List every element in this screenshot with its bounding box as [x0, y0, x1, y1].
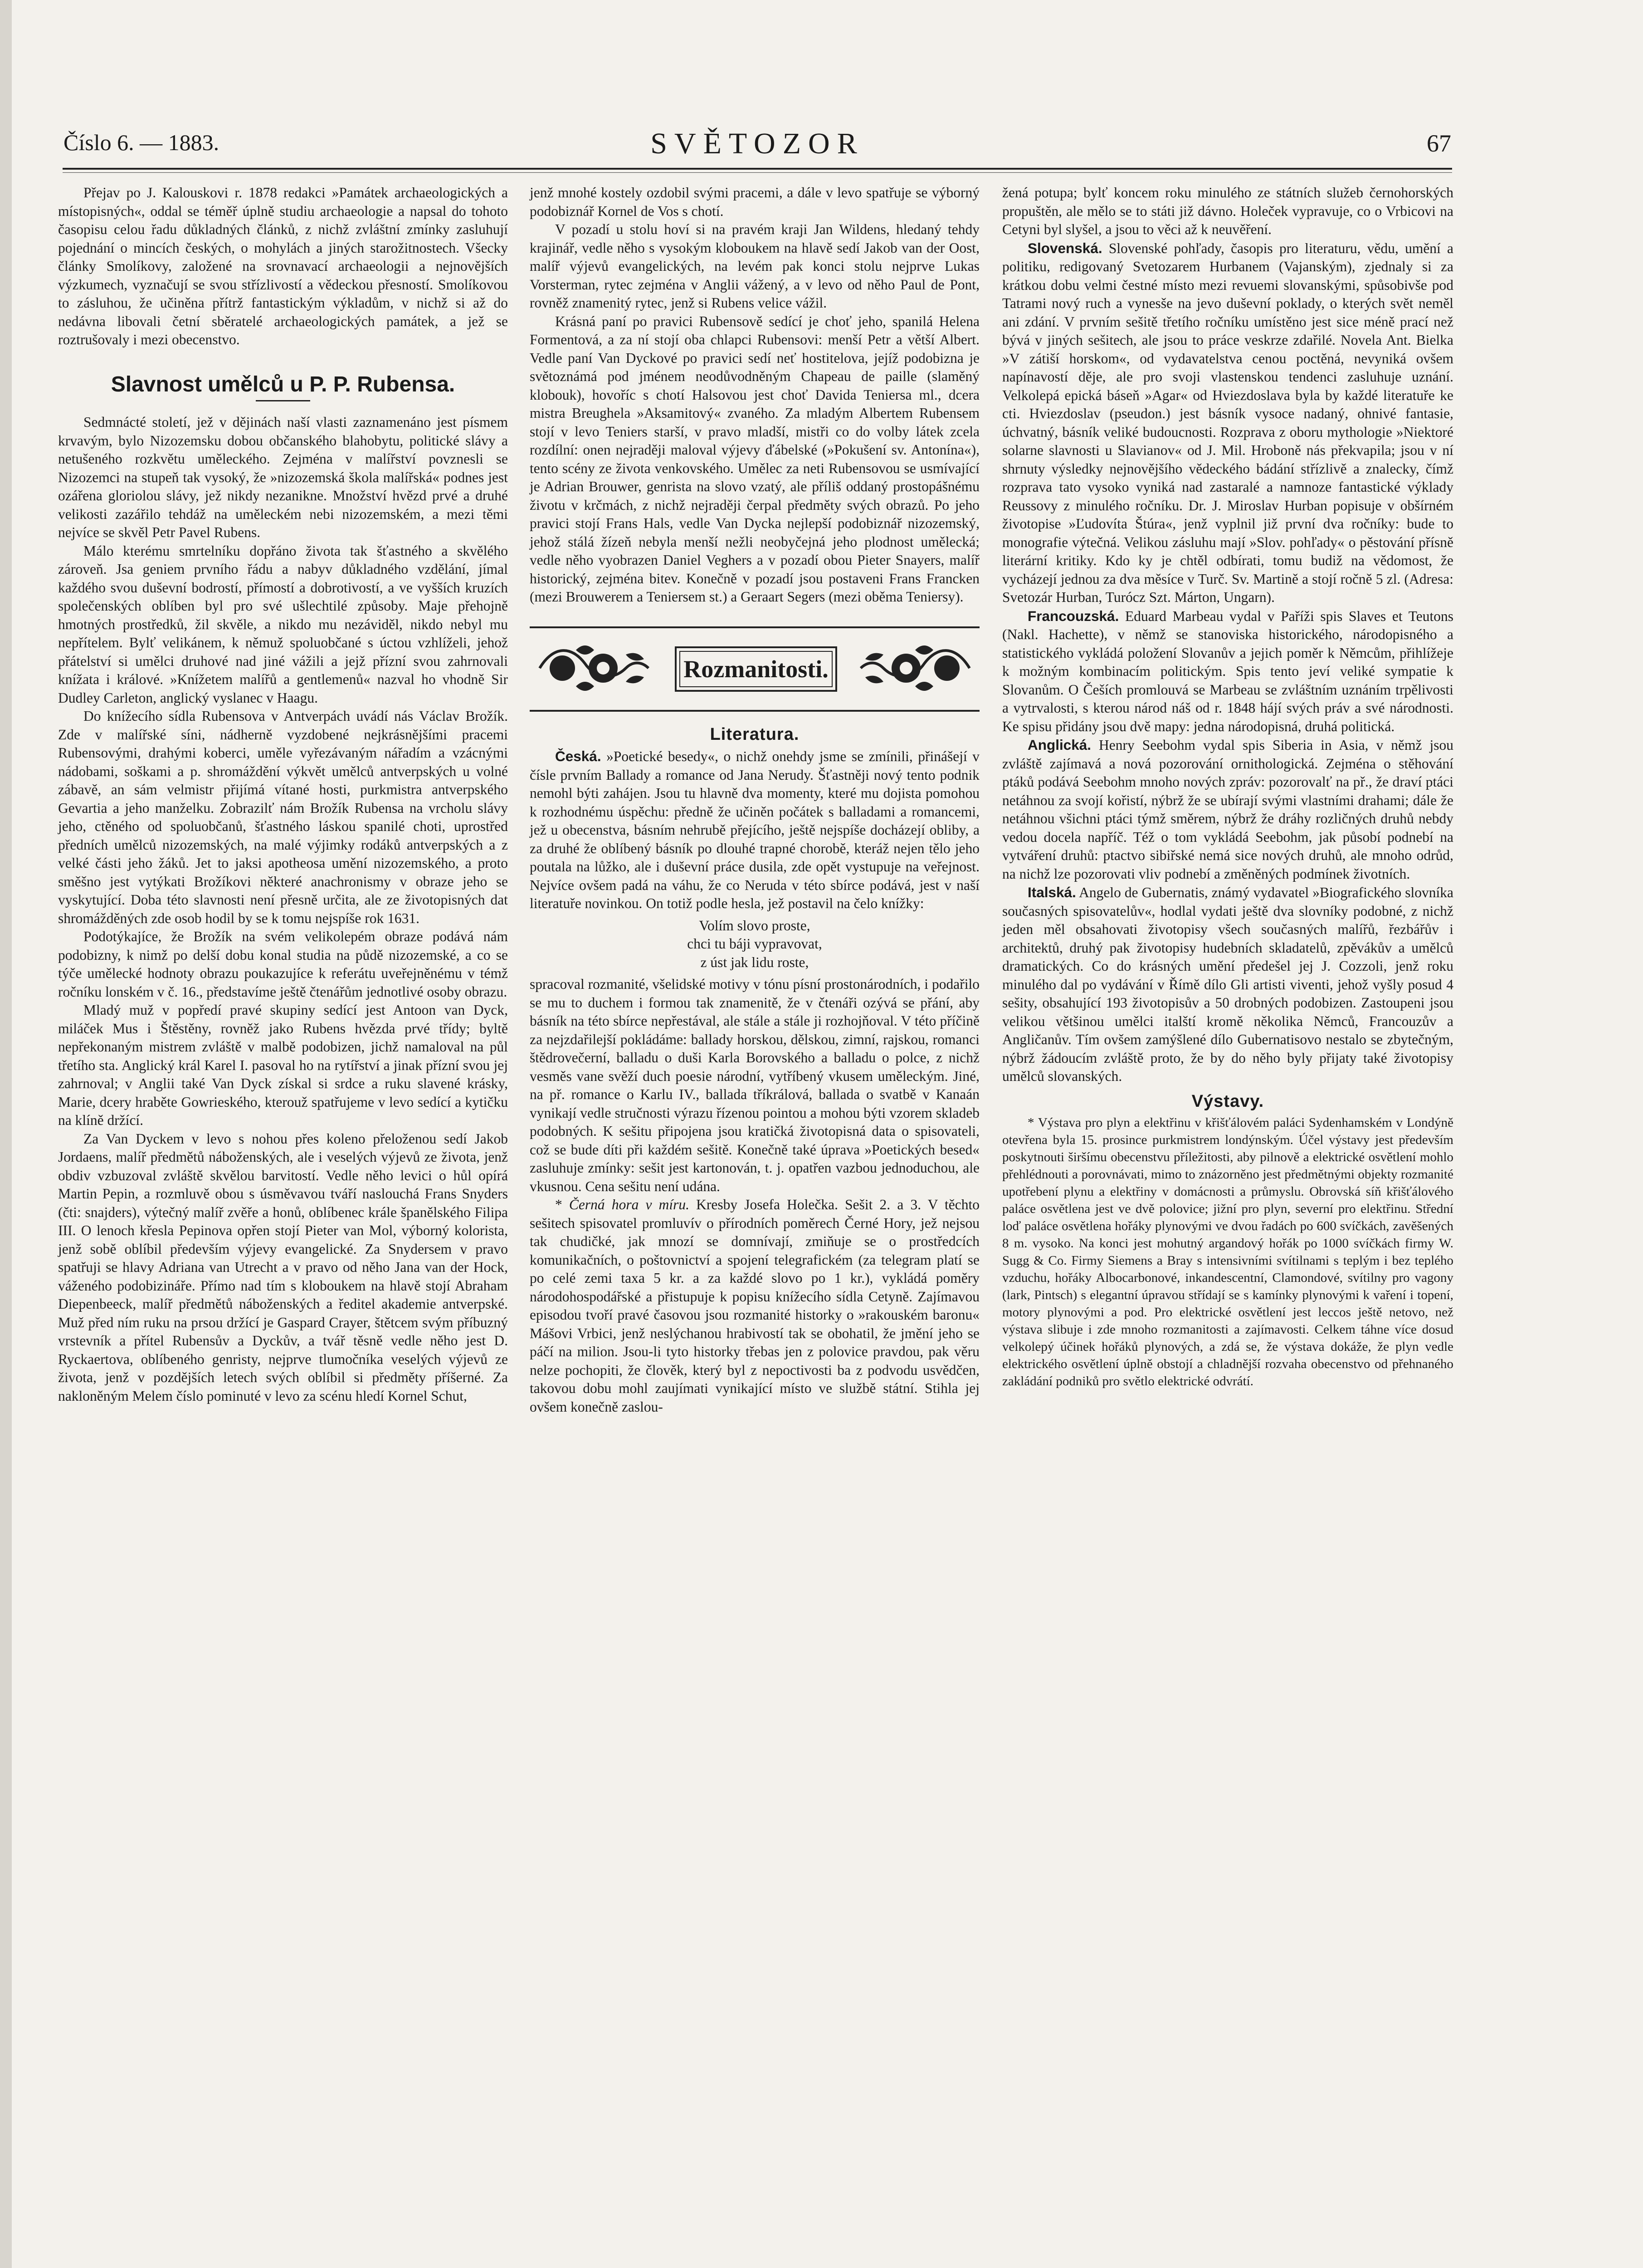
paragraph: V pozadí u stolu hoví si na pravém kraji Jan Wildens, hledaný tehdy krajinář, vedle něho s vysokým kloboukem na hlavě sedí Jakob van der Oost, malíř výjevů evangelických, na levém pak konci stolu nejprve Lukas Vorsterman, rytec zejména v Anglii vážený, a v levo od něho Paul de Pont, rovněž znamenitý rytec, jenž si Rubens velice vážil. [530, 221, 980, 311]
paragraph-text: Slovenské pohľady, časopis pro literaturu, vědu, umění a politiku, redigovaný Svetozarem Hurbanem (Vajanským), zjednaly si za krátkou dobu velmi čestné místo mezi revuemi slovanskými, spůsobivše pod Tatrami nový ruch a vynesše na jevo duševní poklady, o kterých svět neměl ani zdání. V prvním sešitě třetího ročníku umístěno jest sice méně prací než bývá v jiných sešitech, ale jsou to práce veskrze zdařilé. Novela Ant. Bielka »V zátiší horskom«, od vydavatelstva cenou poctěná, nevyniká ovšem napínavostí děje, ale pro svoji vlastenskou tendenci zasluhuje uznání. Velkolepá epická báseň »Agar« od Hviezdoslava byla by každé literatuře ke cti. Hviezdoslav (pseudon.) jest básník vysoce nadaný, ohnivé fantasie, úchvatný, básník veliké budoucnosti. Rozprava z oboru mythologie »Niektoré solarne slavnosti u Slavianov« od J. Mil. Hroboně nás překvapila; jsou v ní shrnuty výsledky nejnovějšího vědeckého bádání střízlivě a znalecky, čímž rozprava tato vysoko vyniká nad zastaralé a namnoze fantastické výklady Reussovy z minulého ročníku. Dr. J. Miroslav Hurban popisuje v obšírném životopise »Ľudovíta Štúra«, jenž vyplnil již první dva ročníky: bude to monografie výtečná. Velikou zásluhu mají »Slov. pohľady« o pěstování přísně literární kritiky. Kdo ky je chtěl odbírati, tomu budiž na vědomost, že vycházejí jednou za dva měsíce v Turč. Sv. Martině a stojí ročně 5 zl. (Adresa: Svetozár Hurban, Turócz Szt. Márton, Ungarn). [1002, 240, 1454, 605]
paragraph-text: Eduard Marbeau vydal v Paříži spis Slaves et Teutons (Nakl. Hachette), v němž se stanoviska historického, národopisného a statistického vykládá položení Slovanův a jejich poměr k Němcům, přihlížeje k možným kombinacím politickým. Spis tento jeví veliké sympatie k Slovanům. O Češích promlouvá se Marbeau se zvláštním uznáním trpělivosti a vytrvalosti, s kterou národ náš od r. 1848 hájí svých práv a své národnosti. Ke spisu přidány jsou dvě mapy: jedna národopisná, druhá politická. [1002, 608, 1453, 734]
section-lead: Anglická. [1028, 737, 1092, 753]
masthead-title: SVĚTOZOR [650, 127, 864, 160]
paragraph-text: Henry Seebohm vydal spis Siberia in Asia, v němž jsou zvláště zajímavá a nová pozorování ornithologická. Zejména o stěhování ptáků podává Seebohm mnoho nových zpráv: pozorovalť na př., že draví ptáci netáhnou za svojí kořistí, nýbrž že se ubírají svými vlastními drahami; dále že netáhnou všichni ptáci týmž směrem, nýbrž že dráhy rozličných druhů nebdy vedou docela napříč. Též o tom vykládá Seebohm, jak působí podnebí na vytváření druhů: ptactvo sibiřské nemá sice nových druhů, ale mnoho odrůd, na nichž lze pozorovati vliv podnebí a změněných podmínek životních. [1002, 737, 1454, 882]
paragraph: Mladý muž v popředí pravé skupiny sedící jest Antoon van Dyck, miláček Mus i Štěstěny, rovněž jako Rubens hvězda prvé třídy; byltě nepřekonaným mistrem zvláště v malbě podobizen, jichž namaloval na půl třetího sta. Anglický král Karel I. pasoval ho na rytířství a jinak přízní svou jej zahrnoval; v Anglii také Van Dyck získal si srdce a ruku slavené krásky, Marie, dcery hraběte Gowrieského, kterouž spatřujeme v levo sedící a kytičku na klíně držící. [58, 1002, 508, 1128]
poem-line: z úst jak lidu roste, [700, 954, 809, 970]
section-banner [530, 626, 980, 712]
floral-ornament-right-icon [856, 636, 974, 700]
paragraph: * Výstava pro plyn a elektřinu v křišťálovém paláci Sydenhamském v Londýně otevřena byla 15. prosince purkmistrem londýnským. Účel výstavy jest především poskytnouti širšímu obecenstvu příležitosti, aby pilnově a elektrické osvětlení mohlo přehlédnouti a porovnávati, mimo to znázorněno jest předmětnými objekty rozmanité upotřebení plynu a elektřiny v domácnosti a průmyslu. Obrovská síň křišťálového paláce osvětlena jest ve dvě polovice; jižní pro plyn, severní pro elektřinu. Střední loď paláce osvětlena hořáky plynovými ve dvou řadách po 600 svíčkách, zavěšených 8 m. vysoko. Na konci jest mohutný argandový hořák po 1000 svíčkách firmy W. Sugg & Co. Firmy Siemens a Bray s intensivními svítilnami s teplým i bez teplého vzduchu, hořáky Albocarbonové, inkandescentní, Clamondové, svítilny pro vagony (lark, Pintsch) s elegantní úpravou střídají se s kamínky plynovými k vaření i topení, motory plynovými a pod. Pro elektrické osvětlení jest leccos ještě netovo, než výstava slibuje i zde mnoho rozmanitosti a zajímavosti. Celkem táhne více dosud velkolepý účinek hořáků plynových, a zdá se, že výstava dokáže, že plyn vedle elektrického osvětlení úplně obstojí a chladnější rozvaha obecenstvo od přehnaného zakládání podniků pro světlo elektrické odvrátí. [1002, 1115, 1453, 1388]
section-title: Rozmanitosti. [683, 655, 829, 683]
header-rule [63, 168, 1452, 170]
poem-quote [530, 917, 980, 972]
article-heading [58, 372, 508, 402]
paragraph [530, 747, 980, 913]
column-1 [58, 184, 508, 1405]
subsection-heading: Literatura. [710, 724, 800, 744]
paragraph: spracoval rozmanité, všelidské motivy v tónu písní prostonárodních, i podařilo se mu to duchem i formou tak znamenitě, že v čtenáři ozývá se přání, aby básník na této sbírce nepřestával, ale stále a stále ji rozhojňoval. V této příčině za nejzdařilejší pokládáme: ballady horskou, dělskou, zimní, rajskou, romanci štědrovečerní, balladu o duši Karla Borovského a balladu o polce, z nichž vesměs vane svěží duch poesie národní, vytříbený vkusem uměleckým. Jiné, na př. romance o Karlu IV., ballada tříkrálová, ballada o svatbě v Kanaán vynikají vedle stručnosti výrazu řízenou pointou a mohou býti vzorem skladeb podobných. K sešitu připojena jsou kratičká životopisná data o spisovateli, což se bude díti při každém sešitě. Konečně také úprava »Poetických besed« zasluhuje zmínky: sešit jest kartonován, t. j. opatřen vazbou jednoduchou, ale vkusnou. Cena sešitu není udána. [530, 976, 980, 1194]
paragraph: Málo kterému smrtelníku dopřáno života tak šťastného a skvělého zároveň. Jsa geniem prvního řádu a nabyv důkladného vzdělání, jímal každého svou duševní bodrostí, přímostí a dobrotivostí, a ve vyšších kruzích společenských oblíben byl pro své ušlechtilé způsoby. Maje přehojně hmotných prostředků, žil skvěle, a nikdo mu nezáviděl, nikdo nebyl mu nepřítelem. Bylť velikánem, k němuž spoluobčané s úctou vzhlíželi, jehož přátelství si umělci druhové nad jiné vážili a jejž přízní svou zahrnovali knížata i králové. »Knížetem malířů a gentlemenů« nazval ho vhodně Sir Dudley Carleton, anglický vyslanec v Haagu. [58, 543, 508, 706]
paragraph: Za Van Dyckem v levo s nohou přes koleno přeloženou sedí Jakob Jordaens, malíř předmětů náboženských, ale i veselých výjevů ze života, jenž obdiv vzbuzoval zvláště skvělou barvitostí. Vedle něho levici o hůl opírá Martin Pepin, a rozmluvě obou s úsměvavou tváří naslouchá Frans Snyders (čti: snajders), výtečný malíř zvěře a honů, oblíbenec krále španělského Filipa III. O lenoch křesla Pepinova opřen stojí Pieter van Mol, výborný kolorista, jenž sobě oblíbil především výjevy evangelické. Za Snydersem v pravo spatřuji se hlavy Adriana van Utrecht a v pravo od něho Jana van der Hock, váženého podobizináře. Přímo nad tím s kloboukem na hlavě stojí Abraham Diepenbeeck, malíř předmětů náboženských a ředitel akademie antverpské. Muž před ním ruku na prsou držící je Gaspard Crayer, štětcem svým příbuzný vrstevník a přítel Rubensův a Dyckův, a tvář těsně vedle něho jest D. Ryckaertova, oblíbeného genristy, nejprve tlumočníka veselých výjevů ze života, jenž v pozdějších letech svých oblíbil si předměty příšerné. Za nakloněným Melem číslo pominuté v levo za scénu hledí Kornel Schut, [58, 1130, 508, 1404]
paragraph: jenž mnohé kostely ozdobil svými pracemi, a dále v levo spatřuje se výborný podobiznář Kornel de Vos s chotí. [530, 185, 980, 219]
section-lead: Česká. [555, 748, 601, 764]
paragraph-text: Angelo de Gubernatis, známý vydavatel »Biografického slovníka současných spisovatelův«, hodlal vydati ještě dva slovníky podobné, z nichž jeden měl obsahovati životopisy všech současných malířů, řezbářův i architektů, druhý pak životopisy hudebních skladatelů, zpěvákův a umělců dramatických. Co do krásných umění předešel jej J. Cozzoli, jenž roku minulého dal po vydávání v Římě dílo Gli artisti viventi, jehož vyšly posud 4 sešity, obsahující 193 životopisův a 50 drobných podobizen. Zastoupeni jsou velikou většinou umělci italští kromě několika Němců, Francouzův a Angličanův. Tím ovšem zamýšlené dílo Gubernatisovo nestalo se zbytečným, nýbrž žádoucím zvláště proto, že by do něho byly přijaty také životopisy umělců slovanských. [1002, 885, 1453, 1084]
poem-line: Volím slovo proste, [699, 917, 810, 934]
paragraph: žená potupa; bylť koncem roku minulého ze státních služeb černohorských propuštěn, ale mělo se to státi již dávno. Holeček vypravuje, co o Vrbicovi na Cetyni byl slyšel, a jsou to věci až k neuvěření. [1002, 185, 1453, 237]
section-title-box [675, 646, 837, 692]
binding-edge [0, 0, 12, 2268]
page-number: 67 [1427, 130, 1451, 157]
paragraph: Přejav po J. Kalouskovi r. 1878 redakci »Památek archaeologických a místopisných«, oddal se téměř úplně studiu archaeologie a napsal do tohoto časopisu celou řadu důkladných článků, z nichž zvláštní zmínky zasluhují pojednání o mincích českých, o mohylách a jiných starožitnostech. Všecky články Smolíkovy, založené na srovnavací archaeologii a nejnovějších výzkumech, vyznačují se svou střízlivostí a vědeckou přesností. Smolíkovou to zásluhou, že učiněna přítrž fantastickým výkladům, v nichž si až do nedávna libovali četní sběratelé archaeologických památek, a jež se roztrušovaly i mezi obecenstvo. [58, 185, 508, 347]
heading-rule [256, 400, 310, 401]
book-title: Černá hora v míru. [569, 1197, 689, 1212]
paragraph [1002, 736, 1453, 883]
subsection-heading: Výstavy. [1191, 1091, 1264, 1111]
column-3 [1002, 184, 1453, 1390]
paragraph-text: »Poetické besedy«, o nichž onehdy jsme se zmínili, přinášejí v čísle prvním Ballady a romance od Jana Nerudy. Šťastněji nový tento podnik nemohl býti zahájen. Jsou tu hlavně dva momenty, které mu dojista pomohou k rozhodnému úspěchu: předně že učiněn počátek s balladami a romancemi, jež u obecenstva, básním nehrubě přejícího, ještě nejspíše docházejí obliby, a za druhé že oblíbený básník po dlouhé trapné chorobě, kteráž nejen tělo jeho poutala na lůžko, ale i duševní práce dusila, zde opět vystupuje na veřejnost. Nejvíce ovšem padá na váhu, že co Neruda v této sbírce podává, jest v naší literatuře novinkou. On totiž podle hesla, jež postavil na čelo knížky: [530, 748, 980, 911]
paragraph: Krásná paní po pravici Rubensově sedící je choť jeho, spanilá Helena Formentová, a za ní stojí oba chlapci Rubensovi: menší Petr a větší Albert. Vedle paní Van Dyckové po pravici sedí neť hostitelova, jejíž podobizna je světoznámá pod jménem neodůvodněným Chapeau de paille (slaměný klobouk), hovoříc s chotí Halsovou jest choť Davida Teniersa ml., dcera mistra Breughela »Aksamitový« zvaného. Za mladým Albertem Rubensem stojí v levo Teniers starší, v pravo mladší, mistři co do volby látek zcela rozdílní: onen nejraději maloval výjevy ďábelské (»Pokušení sv. Antonína«), tento scény ze života venkovského. Umělec za neti Rubensovou se usmívající je Adrian Brouwer, genrista na slovo vzatý, ale příliš oddaný prostopášnému životu v krčmách, z nichž nejraději čerpal předměty svých obrazů. Po jeho pravici stojí Frans Hals, vedle Van Dycka nejlepší podobiznář nizozemský, jehož stálá žízeň nebyla menší nežli neobyčejná jeho plodnost umělecká; vedle něho vyobrazen Daniel Veghers a v pozadí obou Pieter Snayers, malíř historický, zejména bitev. Konečně v pozadí jsou postaveni Frans Francken (mezi Brouwerem a Teniersem st.) a Geraart Segers (mezi oběma Teniersy). [530, 313, 980, 605]
floral-ornament-left-icon [535, 636, 653, 700]
header-rule-thin [63, 172, 1452, 173]
paragraph: Podotýkajíce, že Brožík na svém velikolepém obraze podává nám podobizny, k nimž po delší dobu konal studia na půdě nizozemské, a co se týče umělecké hodnoty obrazu poukazujíce k referátu uveřejněnému v témž ročníku lonském v č. 16., představíme ještě čtenářům jednotlivé osoby obrazu. [58, 929, 508, 1000]
paragraph-text: Kresby Josefa Holečka. Sešit 2. a 3. V těchto sešitech spisovatel promluvív o přírodních poměrech Černé Hory, jež nejsou tak chudičké, jak mnozí se domnívají, zmiňuje se o prostředcích komunikačních, o poštovnictví a spojení telegrafickém (za telegram platí se po celé zemi taxa 5 kr. a za každé slovo po 1 kr.), vykládá poměry národohospodářské a přistupuje k popisu knížecího sídla Cetyně. Zajímavou episodou tvoří pravé časovou jsou rozmanité historky o »rakouském baronu« Mášovi Vrbici, jenž neslýchanou hrabivostí tak se obohatil, že jmění jeho se páčí na milion. Jsou-li tyto historky třebas jen z polovice pravdou, pak věru nelze pochopiti, že člověk, který byl z nepoctivosti ba z podvodu usvědčen, takovou dobu mohl zaujímati vynikající místo ve službě státní. Stihla jej ovšem konečně zaslou- [530, 1197, 980, 1415]
paragraph [1002, 883, 1453, 1086]
issue-number: Číslo 6. — 1883. [63, 130, 219, 155]
paragraph [1002, 607, 1453, 736]
poem-line: chci tu báji vypravovat, [687, 936, 822, 952]
paragraph: Sedmnácté století, jež v dějinách naší vlasti zaznamenáno jest písmem krvavým, bylo Nizozemsku dobou občanského blahobytu, politické slávy a netušeného rozkvětu uměleckého. Zejména v malířství povznesli se Nizozemci na stupeň tak vysoký, že »nizozemská škola malířská« podnes jest ozářena gloriolou slávy, jež nikdy nezanikne. Množství hvězd prvé a druhé velikosti zazářilo tehdáž na uměleckém nebi nizozemském, a mezi těmi nejvíce se skvěl Petr Pavel Rubens. [58, 414, 508, 540]
section-lead: Italská. [1028, 884, 1076, 900]
section-lead: Slovenská. [1028, 240, 1102, 256]
paragraph: * Černá hora v míru. Kresby Josefa Holečka. Sešit 2. a 3. V těchto sešitech spisovatel promluvív o přírodních poměrech Černé Hory, jež nejsou tak chudičké, jak mnozí se domnívají, zmiňuje se o prostředcích komunikačních, o poštovnictví a spojení telegrafickém (za telegram platí se po celé zemi taxa 5 kr. a za každé slovo po 1 kr.), vykládá poměry národohospodářské a přistupuje k popisu knížecího sídla Cetyně. Zajímavou episodou tvoří pravé časovou jsou rozmanité historky o »rakouském baronu« Mášovi Vrbici, jenž neslýchanou hrabivostí tak se obohatil, že jmění jeho se páčí na milion. Jsou-li tyto historky třebas jen z polovice pravdou, pak věru nelze pochopiti, že člověk, který byl z nepoctivosti ba z podvodu usvědčen, takovou dobu mohl zaujímati vynikající místo ve službě státní. Stihla jej ovšem konečně zaslou- [530, 1197, 980, 1415]
section-lead: Francouzská. [1028, 607, 1119, 624]
column-2 [530, 184, 980, 1416]
paragraph [1002, 239, 1453, 607]
paragraph: Do knížecího sídla Rubensova v Antverpách uvádí nás Václav Brožík. Zde v malířské síni, nádherně vyzdobené nejkrásnějšími pracemi Rubensovými, drahými koberci, uměle vyřezávaným nářadím a vzácnými nádobami, soškami a p. shromáždění výkvět umělců antverpských u volné zábavě, an sám velmistr přijímá vítané hosti, purkmistra antverpského Gevartia a jeho manželku. Zobrazilť nám Brožík Rubensa na vrcholu slávy jeho, ctěného od spoluobčanů, šťastného láskou spanilé choti, uprostřed předních umělců nizozemských, na malé výjimky rodáků antverpských a z velké části jeho žáků. Jet to jaksi apotheosa umění nizozemského, a proto směšno jest vytýkati Brožíkovi některé anachronismy v obraze jeho se vyskytující. Doba této slavnosti není přesně určita, ale ze životopisných dat shromážděných zde osob hodil by se k tomu nejspíše rok 1631. [58, 708, 508, 926]
article-heading-text: Slavnost umělců u P. P. Rubensa. [111, 372, 455, 396]
page-header [63, 129, 1451, 166]
